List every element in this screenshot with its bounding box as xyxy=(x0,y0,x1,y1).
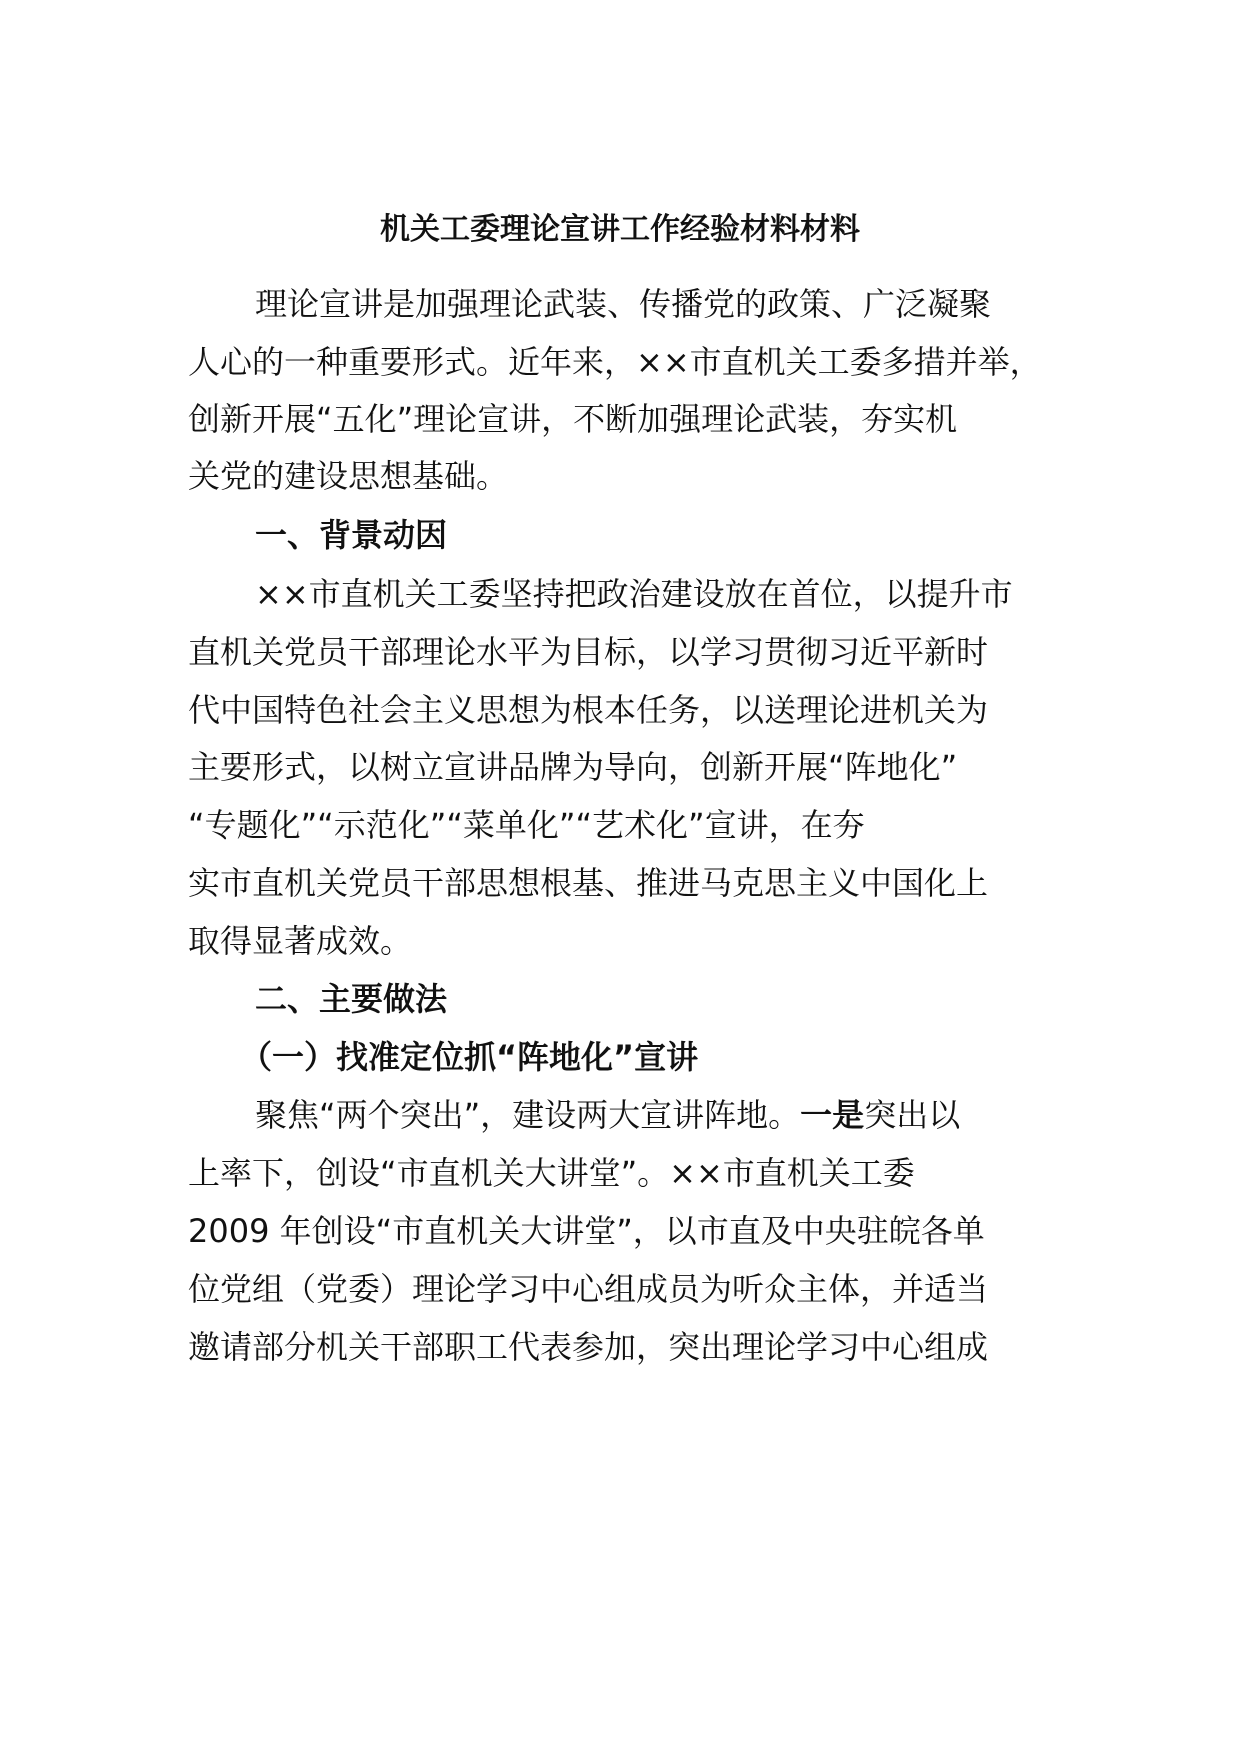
section1-line-6: 实市直机关党员干部思想根基、推进马克思主义中国化上 xyxy=(188,864,989,902)
document-title: 机关工委理论宣讲工作经验材料材料 xyxy=(380,212,860,247)
section2-line-1-emphasis: 一是 xyxy=(800,1096,865,1134)
section2-line-5: 邀请部分机关干部职工代表参加，突出理论学习中心组成 xyxy=(188,1328,989,1366)
section1-line-3: 代中国特色社会主义思想为根本任务，以送理论进机关为 xyxy=(188,691,989,729)
section2-line-4: 位党组（党委）理论学习中心组成员为听众主体，并适当 xyxy=(188,1270,989,1308)
section1-line-2: 直机关党员干部理论水平为目标，以学习贯彻习近平新时 xyxy=(188,633,989,671)
subsection-heading-1: （一）找准定位抓“阵地化”宣讲 xyxy=(240,1038,699,1076)
section2-line-2: 上率下，创设“市直机关大讲堂”。××市直机关工委 xyxy=(188,1154,915,1192)
section2-line-3: 2009 年创设“市直机关大讲堂”，以市直及中央驻皖各单 xyxy=(188,1212,985,1250)
section-heading-methods: 二、主要做法 xyxy=(255,980,448,1018)
section1-line-4: 主要形式，以树立宣讲品牌为导向，创新开展“阵地化” xyxy=(188,748,958,786)
section2-line-1-prefix: 聚焦“两个突出”，建设两大宣讲阵地。 xyxy=(255,1096,801,1134)
section1-line-5: “专题化”“示范化”“菜单化”“艺术化”宣讲，在夯 xyxy=(188,806,865,844)
intro-line-3: 创新开展“五化”理论宣讲，不断加强理论武装，夯实机 xyxy=(188,400,958,438)
section1-line-7: 取得显著成效。 xyxy=(188,922,413,960)
intro-line-2: 人心的一种重要形式。近年来，××市直机关工委多措并举， xyxy=(188,343,1042,381)
section2-line-1-suffix: 突出以 xyxy=(864,1096,961,1134)
section2-line-1 xyxy=(255,1093,960,1137)
section1-line-1: ××市直机关工委坚持把政治建设放在首位，以提升市 xyxy=(255,575,1013,613)
section-heading-background: 一、背景动因 xyxy=(255,516,448,554)
intro-line-4: 关党的建设思想基础。 xyxy=(188,457,509,495)
intro-line-1: 理论宣讲是加强理论武装、传播党的政策、广泛凝聚 xyxy=(255,285,992,323)
